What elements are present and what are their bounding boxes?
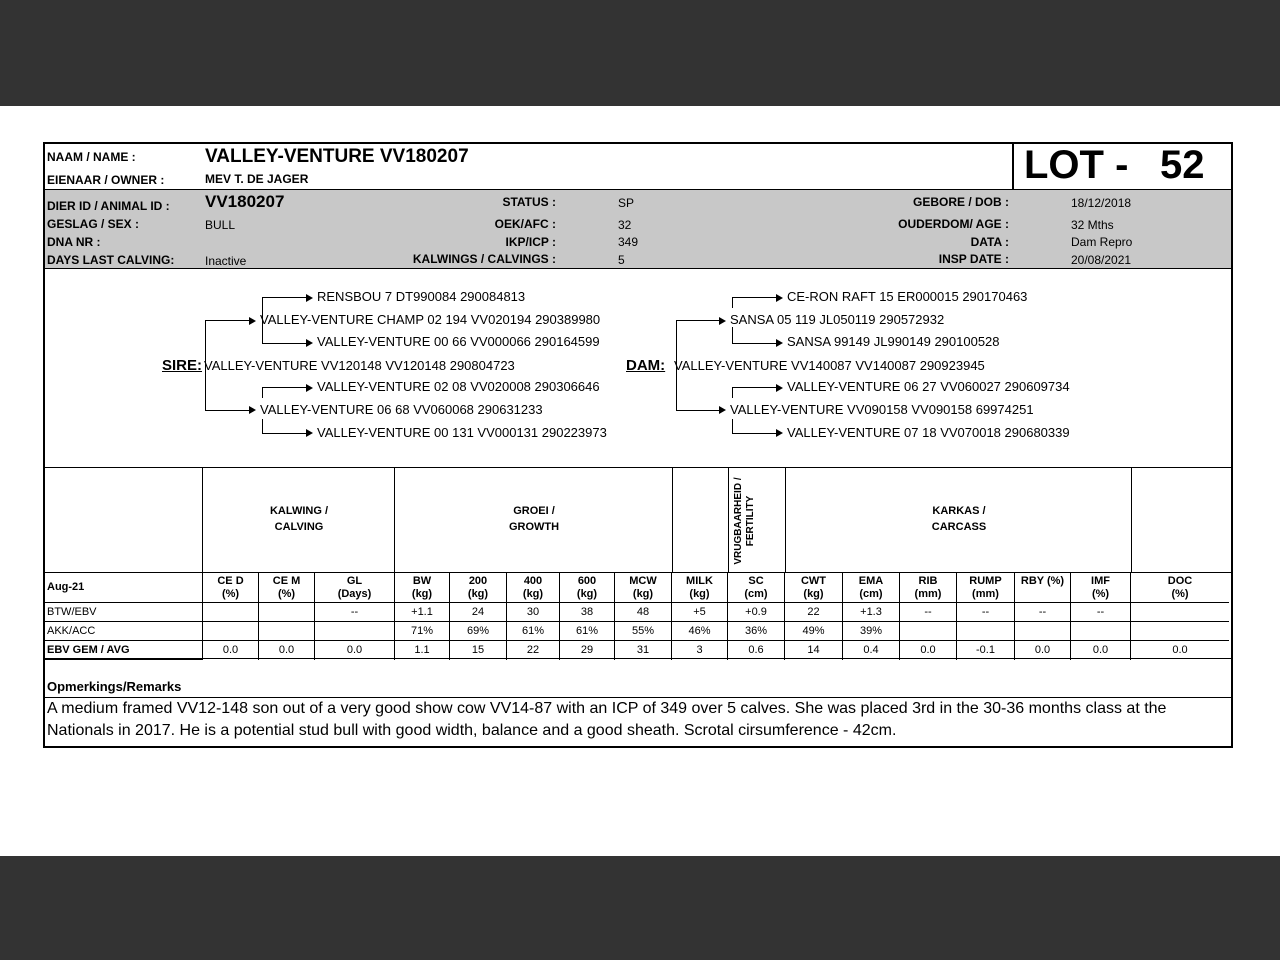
owner-name: MEV T. DE JAGER — [205, 172, 309, 186]
column-header-unit: (kg) — [576, 588, 598, 600]
pedigree-section — [45, 269, 1231, 468]
dam-sire-dam-name: SANSA 99149 JL990149 290100528 — [787, 334, 1000, 349]
column-header — [203, 573, 259, 603]
afc-value: 32 — [618, 218, 632, 232]
calvings-value: 5 — [618, 253, 625, 267]
arrow-icon — [776, 339, 783, 347]
column-header-name: CWT — [800, 575, 827, 587]
sire-dam-bracket-bottom — [262, 419, 308, 434]
lot-box — [1012, 144, 1233, 189]
table-cell: 3 — [672, 641, 728, 660]
age-label: OUDERDOM/ AGE : — [898, 217, 1009, 231]
column-header-unit: (cm) — [859, 588, 883, 600]
animal-info-band — [45, 189, 1231, 269]
table-cell: 48 — [615, 603, 672, 622]
arrow-icon — [306, 384, 313, 392]
arrow-icon — [719, 406, 726, 414]
table-cell: -- — [315, 603, 395, 622]
table-cell: 22 — [507, 641, 560, 660]
arrow-icon — [249, 317, 256, 325]
status-label: STATUS : — [502, 195, 556, 209]
arrow-icon — [249, 406, 256, 414]
column-header — [728, 573, 785, 603]
dam-name: VALLEY-VENTURE VV140087 VV140087 290923945 — [674, 358, 985, 373]
animal-name: VALLEY-VENTURE VV180207 — [205, 146, 469, 167]
table-cell: +5 — [672, 603, 728, 622]
table-cell — [1071, 622, 1131, 641]
remarks-line-2: Nationals in 2017. He is a potential stud bull with good width, balance and a good sheath. Scrotal cirsumference - 42cm. — [47, 722, 897, 739]
days-calving-label: DAYS LAST CALVING: — [47, 253, 175, 267]
column-header-name: GL — [346, 575, 363, 587]
carcass-group-line2: CARCASS — [931, 521, 987, 533]
fertility-group-label — [733, 474, 757, 568]
sire-sire-name: VALLEY-VENTURE CHAMP 02 194 VV020194 290389980 — [260, 312, 601, 327]
column-header-unit: (mm) — [914, 588, 942, 600]
sex-value: BULL — [205, 218, 236, 232]
table-cell: 69% — [450, 622, 507, 641]
column-header-name: BW — [412, 575, 432, 587]
column-header-name: 600 — [577, 575, 597, 587]
column-header-name: DOC — [1167, 575, 1193, 587]
lot-label: LOT - — [1024, 143, 1129, 187]
dam-dam-bracket-top — [732, 387, 777, 398]
doc-group-header — [1132, 468, 1231, 573]
dam-sire-name: SANSA 05 119 JL050119 290572932 — [730, 312, 945, 327]
table-cell — [259, 622, 315, 641]
milk-group-header — [673, 468, 729, 573]
table-cell — [203, 603, 259, 622]
table-cell — [1131, 622, 1229, 641]
table-cell: 22 — [785, 603, 843, 622]
dam-dam-name: VALLEY-VENTURE VV090158 VV090158 69974251 — [730, 402, 1034, 417]
arrow-icon — [776, 429, 783, 437]
animal-sale-sheet — [43, 142, 1233, 748]
table-cell: 0.0 — [315, 641, 395, 660]
table-cell: 30 — [507, 603, 560, 622]
status-value: SP — [618, 196, 635, 210]
name-label: NAAM / NAME : — [47, 150, 136, 164]
column-header-unit: (mm) — [972, 588, 999, 600]
column-header — [315, 573, 395, 603]
sire-dam-dam-name: VALLEY-VENTURE 00 131 VV000131 290223973 — [317, 425, 607, 440]
table-cell — [1131, 603, 1229, 622]
dam-bracket — [676, 320, 719, 411]
column-header — [259, 573, 315, 603]
growth-group-line1: GROEI / — [513, 505, 555, 517]
dam-dam-bracket-bottom — [732, 419, 778, 434]
lot-number: 52 — [1160, 143, 1205, 187]
table-cell: -- — [1015, 603, 1071, 622]
arrow-icon — [776, 294, 783, 302]
column-header-name: RBY (%) — [1020, 575, 1065, 587]
table-cell — [1015, 622, 1071, 641]
column-header-unit: (kg) — [522, 588, 544, 600]
column-header-unit: (kg) — [689, 588, 710, 600]
ebv-table — [45, 467, 1231, 660]
sire-bracket — [205, 320, 249, 411]
column-header — [957, 573, 1015, 603]
icp-value: 349 — [618, 235, 639, 249]
dam-label: DAM: — [626, 357, 666, 374]
sire-dam-name: VALLEY-VENTURE 06 68 VV060068 290631233 — [260, 402, 543, 417]
column-header-unit: (%) — [277, 588, 296, 600]
sex-label: GESLAG / SEX : — [47, 217, 140, 231]
table-cell: 71% — [395, 622, 450, 641]
column-header-name: SC — [748, 575, 764, 587]
data-value: Dam Repro — [1071, 235, 1133, 249]
column-header-unit: (Days) — [337, 588, 372, 600]
sire-dam-bracket-top — [262, 387, 307, 398]
table-row-label: BTW/EBV — [45, 603, 203, 622]
calving-group-line1: KALWING / — [269, 505, 329, 517]
table-cell: 0.0 — [259, 641, 315, 660]
age-value: 32 Mths — [1071, 218, 1114, 232]
table-cell: 61% — [507, 622, 560, 641]
table-cell — [315, 622, 395, 641]
data-label: DATA : — [970, 235, 1009, 249]
column-header — [843, 573, 900, 603]
insp-date-value: 20/08/2021 — [1071, 253, 1132, 267]
column-header-name: 400 — [523, 575, 543, 587]
dam-sire-bracket-bottom — [732, 327, 778, 344]
column-header-name: CE D — [217, 575, 244, 587]
sire-sire-bracket-bottom — [262, 327, 308, 344]
table-cell: 0.0 — [1071, 641, 1131, 660]
column-header-unit: (kg) — [467, 588, 489, 600]
owner-label: EIENAAR / OWNER : — [47, 173, 165, 187]
dam-sire-bracket-top — [732, 297, 777, 308]
fertility-group-line1: VRUGBAARHEID / — [733, 477, 744, 565]
carcass-group-line1: KARKAS / — [932, 505, 986, 517]
sire-sire-dam-name: VALLEY-VENTURE 00 66 VV000066 290164599 — [317, 334, 600, 349]
table-cell: 61% — [560, 622, 615, 641]
sheet-header — [45, 144, 1231, 189]
table-cell: -- — [957, 603, 1015, 622]
dob-value: 18/12/2018 — [1071, 196, 1132, 210]
column-header — [560, 573, 615, 603]
table-cell: 39% — [843, 622, 900, 641]
table-cell: 0.4 — [843, 641, 900, 660]
arrow-icon — [776, 384, 783, 392]
column-header-name: 200 — [468, 575, 488, 587]
table-cell: 0.6 — [728, 641, 785, 660]
remarks-line-1: A medium framed VV12-148 son out of a very good show cow VV14-87 with an ICP of 349 over 5 calves. She was placed 3rd in the 30-36 months class at the — [47, 700, 1167, 717]
table-cell: 49% — [785, 622, 843, 641]
column-header-unit: (kg) — [632, 588, 654, 600]
remarks-divider — [45, 697, 1231, 698]
remarks-section — [45, 658, 1231, 747]
calvings-label: KALWINGS / CALVINGS : — [412, 252, 556, 266]
table-cell: 0.0 — [1172, 644, 1188, 656]
column-header — [672, 573, 728, 603]
table-cell — [203, 622, 259, 641]
column-header — [785, 573, 843, 603]
column-header-unit: (%) — [1171, 588, 1189, 600]
table-cell: 1.1 — [395, 641, 450, 660]
column-header-name: EMA — [858, 575, 884, 587]
table-cell: 29 — [560, 641, 615, 660]
dna-label: DNA NR : — [47, 235, 101, 249]
column-header — [450, 573, 507, 603]
table-cell — [957, 622, 1015, 641]
column-header-name: MILK — [686, 575, 713, 587]
carcass-group-label — [786, 503, 1132, 535]
table-cell: -- — [1071, 603, 1131, 622]
column-header-name: MCW — [629, 575, 657, 587]
column-header-unit: (cm) — [744, 588, 768, 600]
date-label: Aug-21 — [45, 573, 203, 603]
dob-label: GEBORE / DOB : — [912, 195, 1009, 209]
afc-label: OEK/AFC : — [494, 217, 556, 231]
column-header — [1015, 573, 1071, 603]
table-cell: -0.1 — [957, 641, 1015, 660]
arrow-icon — [306, 294, 313, 302]
table-cell: +1.1 — [395, 603, 450, 622]
table-cell: 24 — [450, 603, 507, 622]
column-header — [1071, 573, 1131, 603]
column-header-name: RIB — [918, 575, 938, 587]
column-header — [900, 573, 957, 603]
table-cell: 36% — [728, 622, 785, 641]
dam-dam-sire-name: VALLEY-VENTURE 06 27 VV060027 290609734 — [787, 379, 1070, 394]
dam-sire-sire-name: CE-RON RAFT 15 ER000015 290170463 — [787, 289, 1028, 304]
calving-group-label — [203, 503, 395, 535]
table-cell: -- — [900, 603, 957, 622]
arrow-icon — [306, 339, 313, 347]
sire-name: VALLEY-VENTURE VV120148 VV120148 290804723 — [204, 358, 515, 373]
table-cell: 46% — [672, 622, 728, 641]
table-cell — [259, 603, 315, 622]
column-header — [1131, 573, 1229, 603]
days-calving-value: Inactive — [205, 254, 247, 268]
insp-date-label: INSP DATE : — [938, 252, 1009, 266]
sire-label: SIRE: — [162, 357, 203, 374]
column-header — [395, 573, 450, 603]
dam-dam-dam-name: VALLEY-VENTURE 07 18 VV070018 290680339 — [787, 425, 1070, 440]
table-cell: 0.0 — [900, 641, 957, 660]
table-row-label: AKK/ACC — [45, 622, 203, 641]
column-header-unit: (kg) — [411, 588, 433, 600]
animal-id: VV180207 — [205, 192, 285, 211]
table-cell: 0.0 — [1015, 641, 1071, 660]
icp-label: IKP/ICP : — [505, 235, 556, 249]
table-cell: 14 — [785, 641, 843, 660]
animal-id-label: DIER ID / ANIMAL ID : — [47, 199, 170, 213]
table-cell: 55% — [615, 622, 672, 641]
column-header — [507, 573, 560, 603]
table-cell: 38 — [560, 603, 615, 622]
column-header — [615, 573, 672, 603]
table-cell: +0.9 — [728, 603, 785, 622]
table-cell — [900, 622, 957, 641]
column-header-unit: (kg) — [803, 588, 824, 600]
table-corner — [45, 468, 203, 573]
arrow-icon — [719, 317, 726, 325]
sire-sire-sire-name: RENSBOU 7 DT990084 290084813 — [317, 289, 526, 304]
calving-group-line2: CALVING — [274, 521, 324, 533]
column-header-name: RUMP — [969, 575, 1002, 587]
table-row-label: EBV GEM / AVG — [45, 641, 203, 660]
column-header-unit: (%) — [1091, 588, 1110, 600]
column-header-name: IMF — [1091, 575, 1110, 587]
table-cell: 31 — [615, 641, 672, 660]
fertility-group-line2: FERTILITY — [745, 495, 756, 547]
column-header-name: CE M — [272, 575, 301, 587]
column-header-unit: (%) — [221, 588, 240, 600]
table-cell: +1.3 — [843, 603, 900, 622]
growth-group-line2: GROWTH — [508, 521, 560, 533]
arrow-icon — [306, 429, 313, 437]
sire-dam-sire-name: VALLEY-VENTURE 02 08 VV020008 290306646 — [317, 379, 600, 394]
table-cell: 15 — [450, 641, 507, 660]
remarks-label: Opmerkings/Remarks — [47, 679, 182, 694]
growth-group-label — [395, 503, 673, 535]
table-cell: 0.0 — [203, 641, 259, 660]
